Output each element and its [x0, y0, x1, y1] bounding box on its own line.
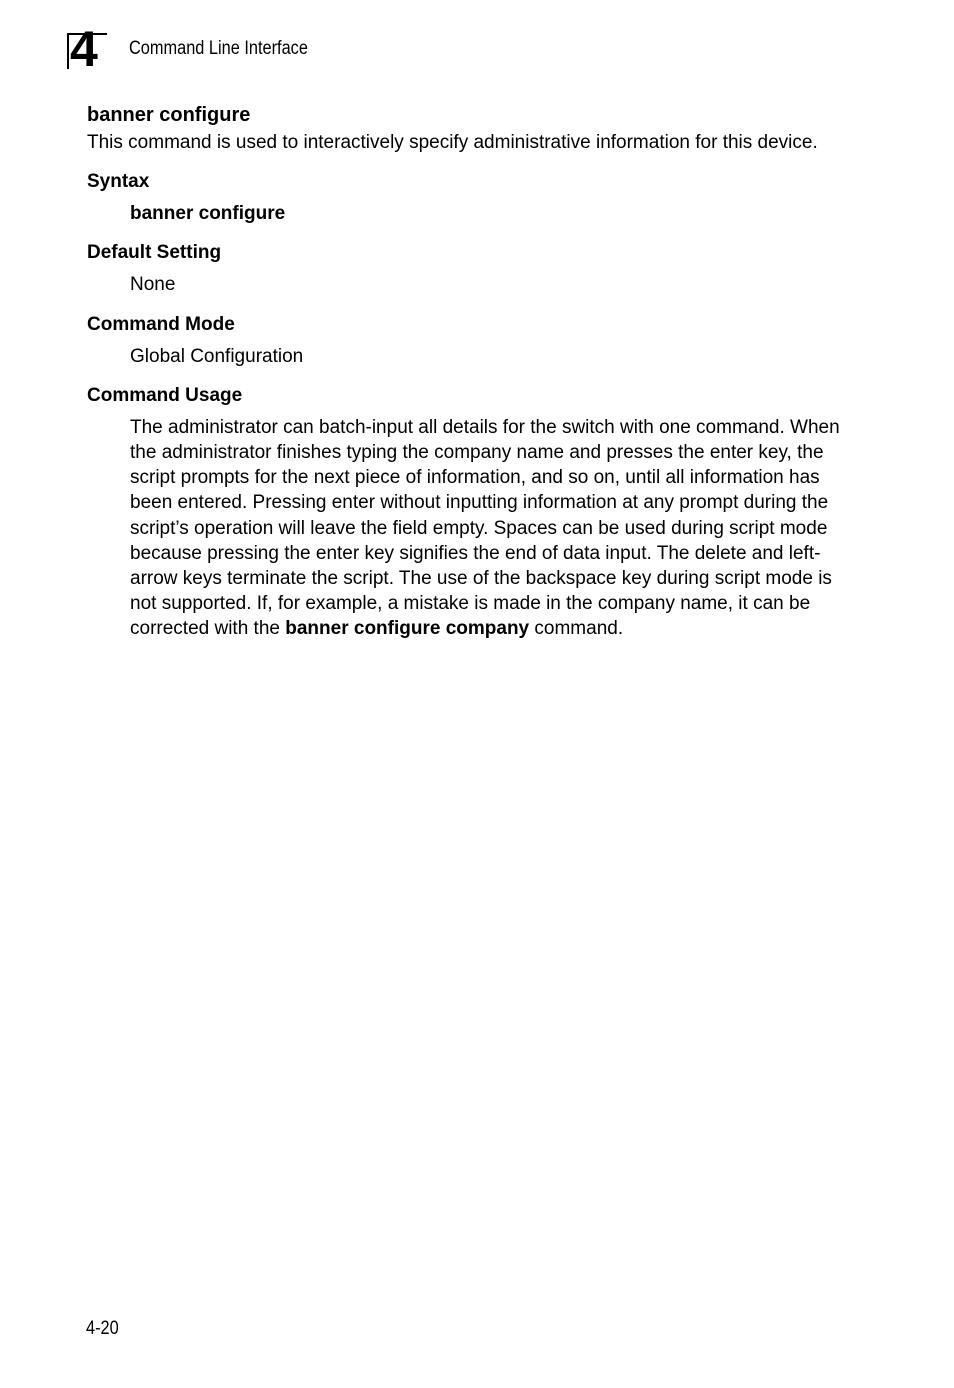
page-number: 4-20 [86, 1318, 119, 1339]
default-setting-value: None [130, 274, 176, 296]
chapter-badge [67, 21, 107, 77]
command-mode-section [87, 314, 857, 369]
syntax-heading: Syntax [87, 171, 150, 193]
command-mode-value: Global Configuration [130, 345, 304, 367]
chapter-badge-rule-vertical [67, 33, 69, 69]
command-usage-text-before: The administrator can batch-input all details for the switch with one command. When the administrator finishes typing the company name and presses the enter key, the script prompts for the next piece of information, and so on, until all information has been entered. Pressing enter without inputting information at any prompt during the script’s operation will leave the field empty. Spaces can be used during script mode because pressing the enter key signifies the end of data input. The delete and left-arrow keys terminate the script. The use of the backspace key during script mode is not supported. If, for example, a mistake is made in the company name, it can be corrected with the [130, 416, 840, 640]
syntax-section [87, 171, 857, 226]
command-usage-text [130, 415, 842, 642]
command-mode-heading: Command Mode [87, 313, 235, 335]
command-usage-text-after: command. [529, 618, 624, 640]
running-header-title: Command Line Interface [129, 38, 308, 59]
chapter-number: 4 [70, 21, 97, 77]
command-usage-bold-command: banner configure company [285, 618, 530, 640]
syntax-value: banner configure [130, 203, 286, 225]
default-setting-section [87, 242, 857, 297]
command-title: banner configure [87, 104, 251, 126]
default-setting-heading: Default Setting [87, 242, 222, 264]
command-usage-section [87, 385, 857, 642]
page-content [87, 103, 857, 642]
command-description: This command is used to interactively specify administrative information for this device. [87, 132, 818, 153]
command-usage-heading: Command Usage [87, 384, 243, 406]
